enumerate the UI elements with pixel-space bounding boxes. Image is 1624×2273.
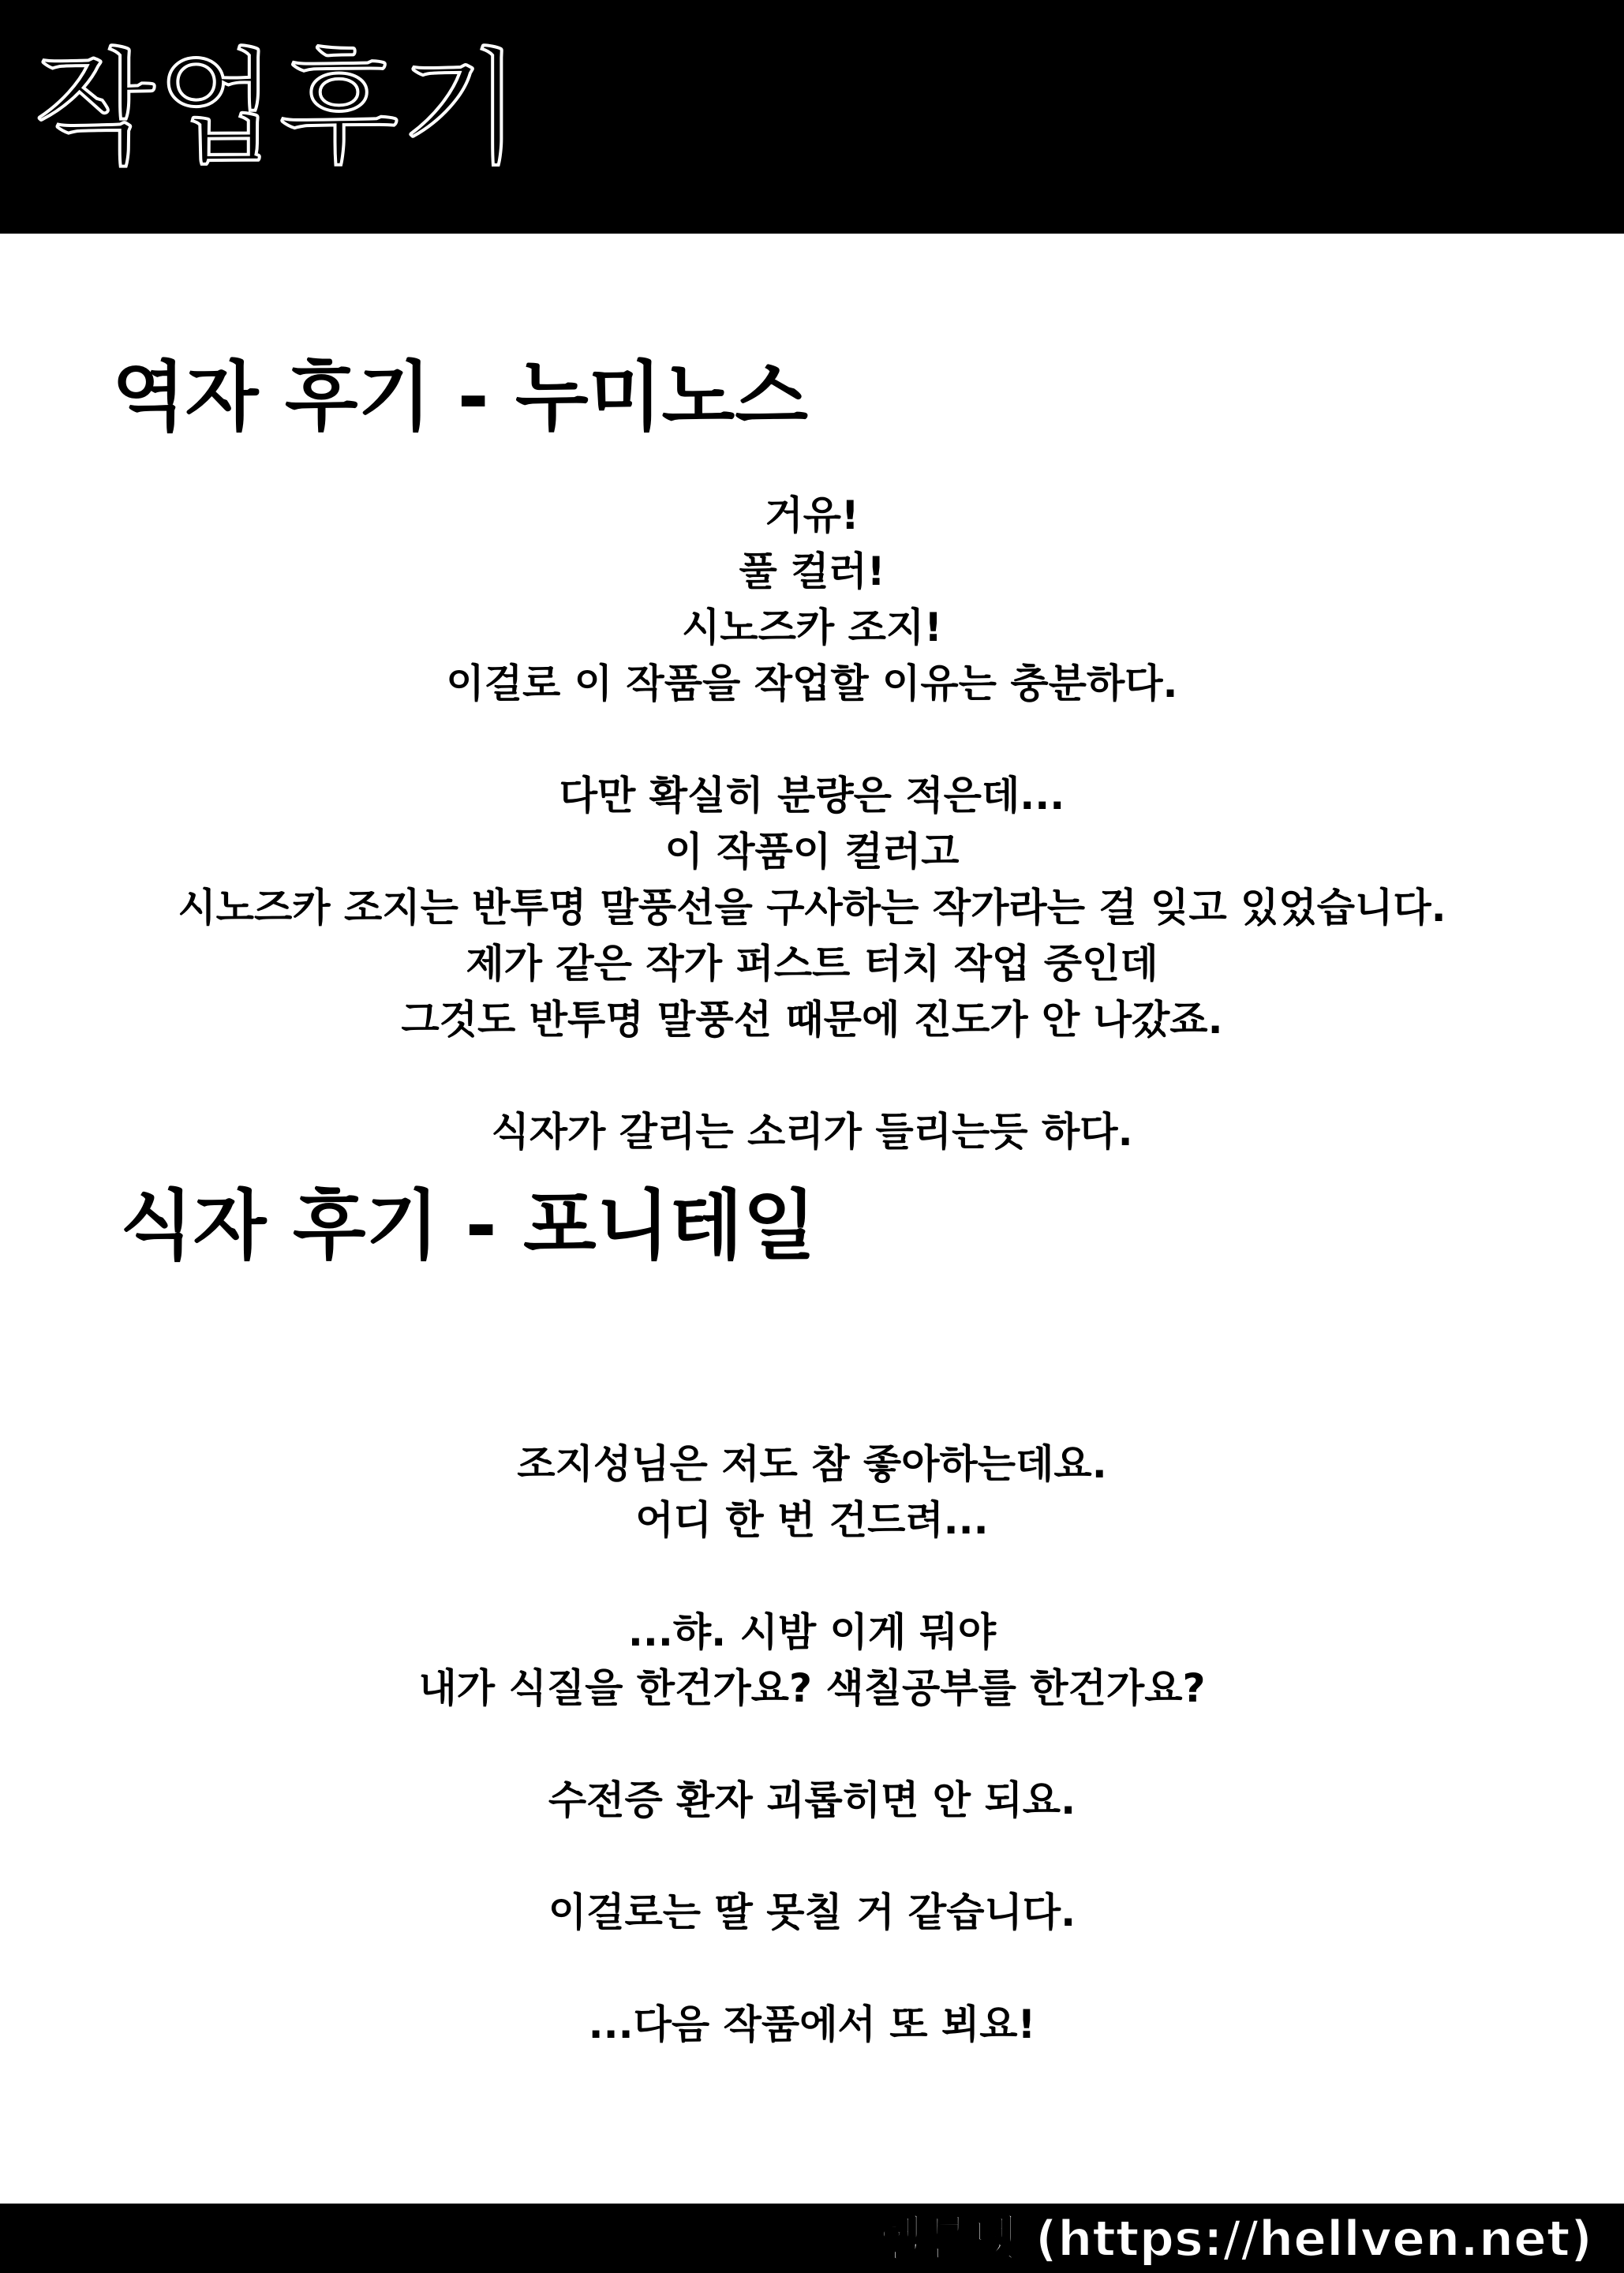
text-line: 이걸로는 딸 못칠 거 같습니다.: [548, 1889, 1076, 1935]
text-line: 이 작품이 컬러고: [664, 829, 960, 874]
typesetter-notes: [0, 1436, 1624, 2053]
translator-heading: 역자 후기 - 누미노스: [112, 353, 808, 441]
text-line: 어디 한 번 건드려...: [635, 1497, 989, 1543]
blank-line: [0, 1717, 1624, 1773]
text-line: 식자가 갈리는 소리가 들리는듯 하다.: [491, 1109, 1133, 1155]
text-line: 풀 컬러!: [739, 549, 885, 594]
text-line: 제가 같은 작가 퍼스트 터치 작업 중인데: [466, 941, 1158, 987]
text-line: 이걸로 이 작품을 작업할 이유는 충분하다.: [446, 661, 1178, 706]
blank-line: [0, 1048, 1624, 1104]
blank-line: [0, 1829, 1624, 1885]
blank-line: [0, 1548, 1624, 1605]
text-line: 수전증 환자 괴롭히면 안 되요.: [548, 1777, 1076, 1823]
text-line: 내가 식질을 한건가요? 색칠공부를 한건가요?: [418, 1665, 1206, 1711]
text-line: ...햐. 시밤 이게 뭐야: [627, 1609, 997, 1655]
text-line: 다만 확실히 분량은 적은데...: [559, 773, 1065, 818]
typesetter-heading: 식자 후기 - 포니테일: [120, 1181, 816, 1270]
translator-notes: [0, 488, 1624, 1160]
page-title: 작업후기: [35, 36, 523, 182]
site-watermark: 헬븐넷 (https://hellven.net): [876, 2210, 1592, 2267]
text-line: 그것도 반투명 말풍선 때문에 진도가 안 나갔죠.: [401, 997, 1223, 1043]
text-line: 시노즈카 조지!: [681, 605, 942, 650]
blank-line: [0, 712, 1624, 768]
text-line: 조지성님은 저도 참 좋아하는데요.: [517, 1441, 1107, 1487]
text-line: 시노즈카 조지는 반투명 말풍선을 구사하는 작가라는 걸 잊고 있었습니다.: [178, 885, 1446, 931]
text-line: ...다음 작품에서 또 뵈요!: [588, 2002, 1036, 2047]
text-line: 거유!: [765, 492, 859, 538]
blank-line: [0, 1941, 1624, 1997]
